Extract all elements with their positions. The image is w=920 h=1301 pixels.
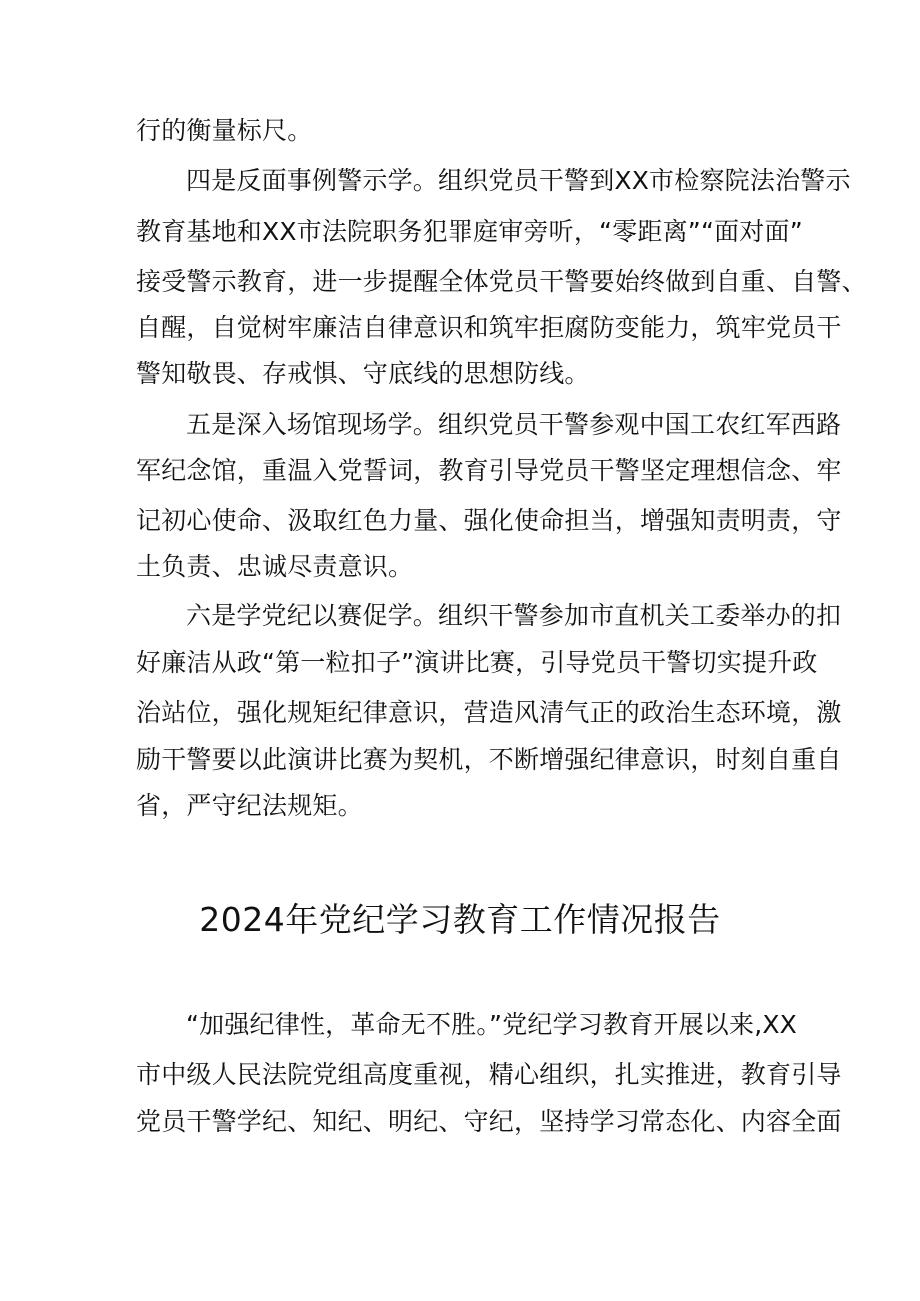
report-intro-line: 市中级人民法院党组高度重视，精心组织，扎实推进，教育引导: [136, 1060, 842, 1089]
section-5-line: 军纪念馆，重温入党誓词，教育引导党员干警坚定理想信念、牢: [136, 456, 842, 485]
section-6-line: 六是学党纪以赛促学。组织干警参加市直机关工委举办的扣: [186, 601, 842, 630]
report-title: 2024年党纪学习教育工作情况报告: [199, 900, 721, 939]
section-6-line: 励干警要以此演讲比赛为契机，不断增强纪律意识，时刻自重自: [136, 745, 842, 774]
section-6-line: 省，严守纪法规矩。: [136, 791, 363, 820]
section-4-line: 四是反面事例警示学。组织党员干警到XX市检察院法治警示: [186, 166, 851, 195]
section-6-line: 治站位，强化规矩纪律意识，营造风清气正的政治生态环境，激: [136, 698, 842, 727]
section-6-line: 好廉洁从政“第一粒扣子”演讲比赛，引导党员干警切实提升政: [136, 648, 818, 677]
section-5-line: 土负责、忠诚尽责意识。: [136, 552, 414, 581]
paragraph-line: 行的衡量标尺。: [136, 116, 313, 145]
section-4-line: 警知敬畏、存戒惧、守底线的思想防线。: [136, 359, 590, 388]
report-intro-line: 党员干警学纪、知纪、明纪、守纪，坚持学习常态化、内容全面: [136, 1107, 842, 1136]
section-4-line: 教育基地和XX市法院职务犯罪庭审旁听，“零距离”“面对面”: [136, 217, 803, 246]
section-5-line: 五是深入场馆现场学。组织党员干警参观中国工农红军西路: [186, 410, 842, 439]
section-5-line: 记初心使命、汲取红色力量、强化使命担当，增强知责明责，守: [136, 506, 842, 535]
report-intro-line: “加强纪律性，革命无不胜。”党纪学习教育开展以来,XX: [186, 1010, 798, 1039]
section-4-line: 自醒，自觉树牢廉洁自律意识和筑牢拒腐防变能力，筑牢党员干: [136, 313, 842, 342]
section-4-line: 接受警示教育，进一步提醒全体党员干警要始终做到自重、自警、: [136, 267, 867, 296]
